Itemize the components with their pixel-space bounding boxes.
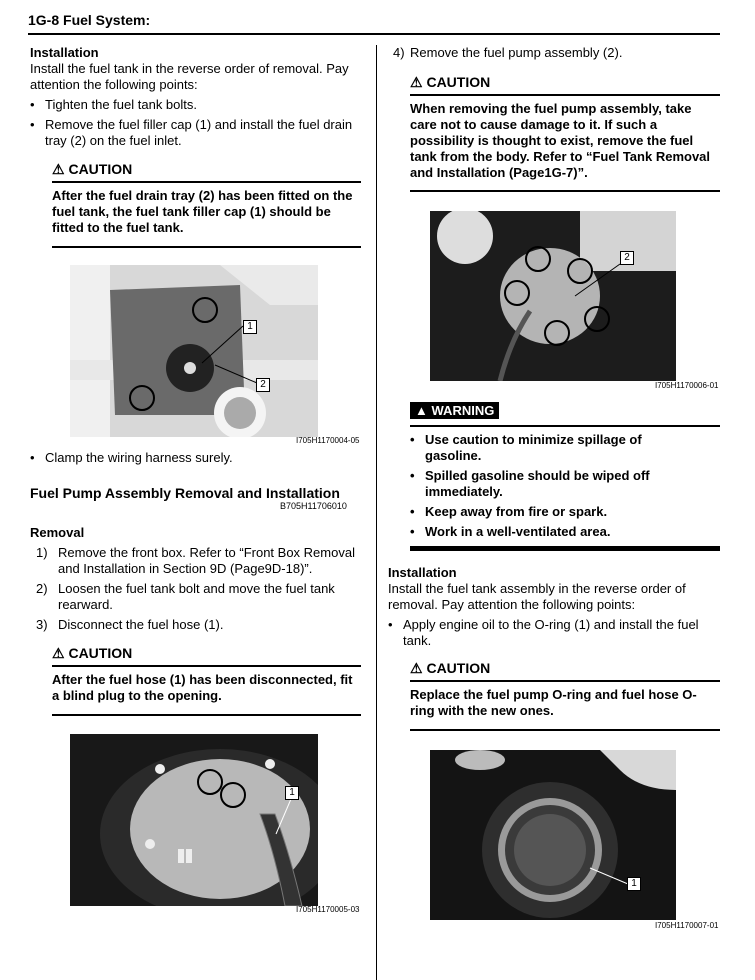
caution-text: When removing the fuel pump assembly, take care not to cause damage to it. If such a possibility is thought to exist, remove the fuel tank from the body. Refer to “Fuel Tank Removal and Installation (Page1G-7)”. (410, 101, 711, 180)
caution-box (52, 644, 361, 716)
list-item: • Clamp the wiring harness surely. (30, 450, 233, 465)
list-item: 2) Loosen the fuel tank bolt and move the fuel tank rearward. (36, 581, 335, 612)
list-item: 3) Disconnect the fuel hose (1). (36, 617, 224, 632)
caution-top-rule (410, 94, 720, 96)
figure-caption: I705H1170007-01 (655, 921, 719, 930)
caution-label: ⚠ CAUTION (52, 161, 133, 177)
figure-caption: I705H1170004-05 (296, 436, 360, 445)
list-item: • Keep away from fire or spark. (410, 504, 608, 519)
warning-triangle-icon: ⚠ (410, 74, 423, 90)
warning-triangle-icon: ▲ (415, 403, 428, 418)
list-item: • Remove the fuel filler cap (1) and install the fuel drain tray (2) on the fuel inlet. (30, 117, 353, 148)
callout-1: 1 (285, 786, 299, 800)
caution-box (410, 659, 720, 731)
callout-1: 1 (243, 320, 257, 334)
warning-label: ▲ WARNING (410, 402, 499, 419)
caution-text: After the fuel drain tray (2) has been fitted on the fuel tank, the fuel tank filler cap (1) should be fitted to the fuel tank. (52, 188, 353, 235)
warning-top-rule (410, 425, 720, 427)
caution-bottom-rule (52, 714, 361, 716)
list-item: 1) Remove the front box. Refer to “Front Box Removal and Installation in Section 9D (Page9D-18)”. (36, 545, 355, 576)
caution-label: ⚠ CAUTION (52, 645, 133, 661)
column-divider (376, 45, 377, 980)
header-rule (28, 33, 720, 35)
caution-box (410, 73, 720, 192)
caution-bottom-rule (410, 190, 720, 192)
installation-heading: Installation (388, 565, 457, 580)
list-item: • Use caution to minimize spillage of gasoline. (410, 432, 642, 463)
list-item: • Tighten the fuel tank bolts. (30, 97, 198, 112)
callout-2: 2 (256, 378, 270, 392)
fuel-hose-photo (70, 734, 318, 906)
caution-text: After the fuel hose (1) has been disconnected, fit a blind plug to the opening. (52, 672, 353, 703)
caution-bottom-rule (52, 246, 361, 248)
section-title: Fuel Pump Assembly Removal and Installation (30, 485, 340, 501)
callout-2: 2 (620, 251, 634, 265)
removal-heading: Removal (30, 525, 85, 540)
section-code: B705H11706010 (280, 501, 347, 511)
caution-top-rule (52, 181, 361, 183)
fuel-pump-photo (430, 211, 676, 381)
figure-caption: I705H1170005-03 (296, 905, 360, 914)
figure-caption: I705H1170006-01 (655, 381, 719, 390)
list-item: • Apply engine oil to the O-ring (1) and install the fuel tank. (388, 617, 699, 648)
caution-top-rule (410, 680, 720, 682)
callout-1: 1 (627, 877, 641, 891)
list-item: • Spilled gasoline should be wiped off immediately. (410, 468, 650, 499)
warning-triangle-icon: ⚠ (52, 645, 65, 661)
installation-intro: Install the fuel tank in the reverse order of removal. Pay attention the following points: (30, 61, 349, 92)
caution-label: ⚠ CAUTION (410, 74, 491, 90)
installation-heading: Installation (30, 45, 99, 60)
warning-bottom-rule (410, 546, 720, 551)
caution-text: Replace the fuel pump O-ring and fuel hose O-ring with the new ones. (410, 687, 697, 718)
caution-label: ⚠ CAUTION (410, 660, 491, 676)
list-item: 4) Remove the fuel pump assembly (2). (393, 45, 623, 60)
caution-top-rule (52, 665, 361, 667)
warning-triangle-icon: ⚠ (410, 660, 423, 676)
installation-intro: Install the fuel tank assembly in the reverse order of removal. Pay attention the following points: (388, 581, 686, 612)
warning-triangle-icon: ⚠ (52, 161, 65, 177)
list-item: • Work in a well-ventilated area. (410, 524, 611, 539)
caution-bottom-rule (410, 729, 720, 731)
fuel-tank-cap-photo (70, 265, 318, 437)
caution-box (52, 160, 361, 248)
warning-box (410, 402, 720, 427)
page-header: 1G-8 Fuel System: (28, 12, 151, 28)
fuel-tank-opening-photo (430, 750, 676, 920)
